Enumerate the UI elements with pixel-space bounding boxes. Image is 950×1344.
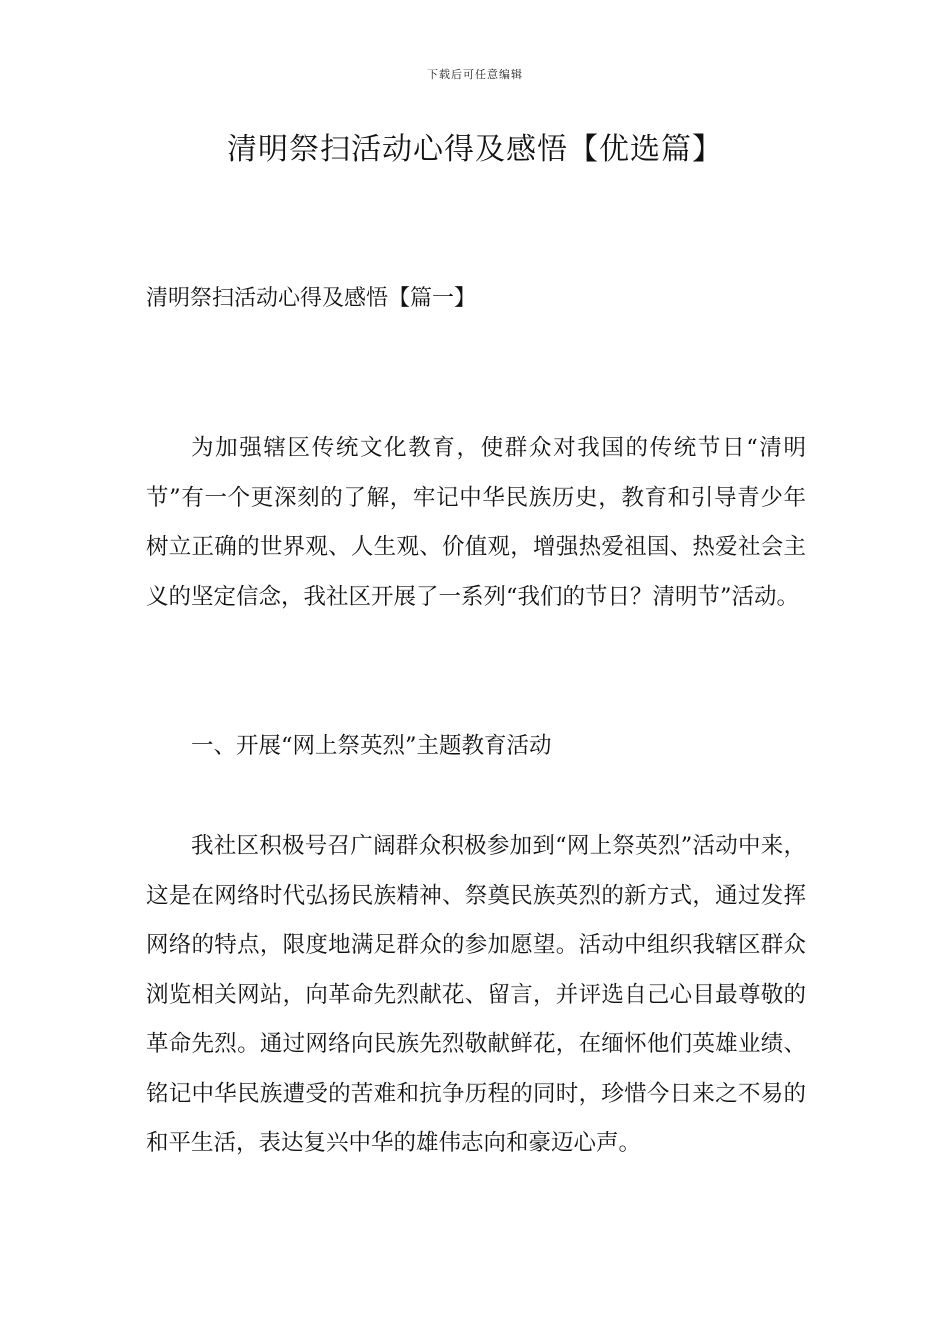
paragraph-heading-one: 一、开展“网上祭英烈”主题教育活动 (191, 733, 552, 759)
document-title: 清明祭扫活动心得及感悟【优选篇】 (227, 132, 723, 167)
header-note: 下载后可任意编辑 (427, 68, 523, 81)
paragraph-intro: 为加强辖区传统文化教育，使群众对我国的传统节日“清明节”有一个更深刻的了解，牢记中华民族历史，教育和引导青少年树立正确的世界观、人生观、价值观，增强热爱祖国、热爱社会主义的坚定信念，我社区开展了一系列“我们的节日？清明节”活动。 (146, 435, 806, 610)
section-title: 清明祭扫活动心得及感悟【篇一】 (146, 286, 477, 311)
paragraph-online-memorial: 我社区积极号召广阔群众积极参加到“网上祭英烈”活动中来，这是在网络时代弘扬民族精神、祭奠民族英烈的新方式，通过发挥网络的特点，限度地满足群众的参加愿望。活动中组织我辖区群众浏览相关网站，向革命先烈献花、留言，并评选自己心目最尊敬的革命先烈。通过网络向民族先烈敬献鲜花，在缅怀他们英雄业绩、铭记中华民族遭受的苦难和抗争历程的同时，珍惜今日来之不易的和平生活，表达复兴中华的雄伟志向和豪迈心声。 (146, 833, 806, 1156)
